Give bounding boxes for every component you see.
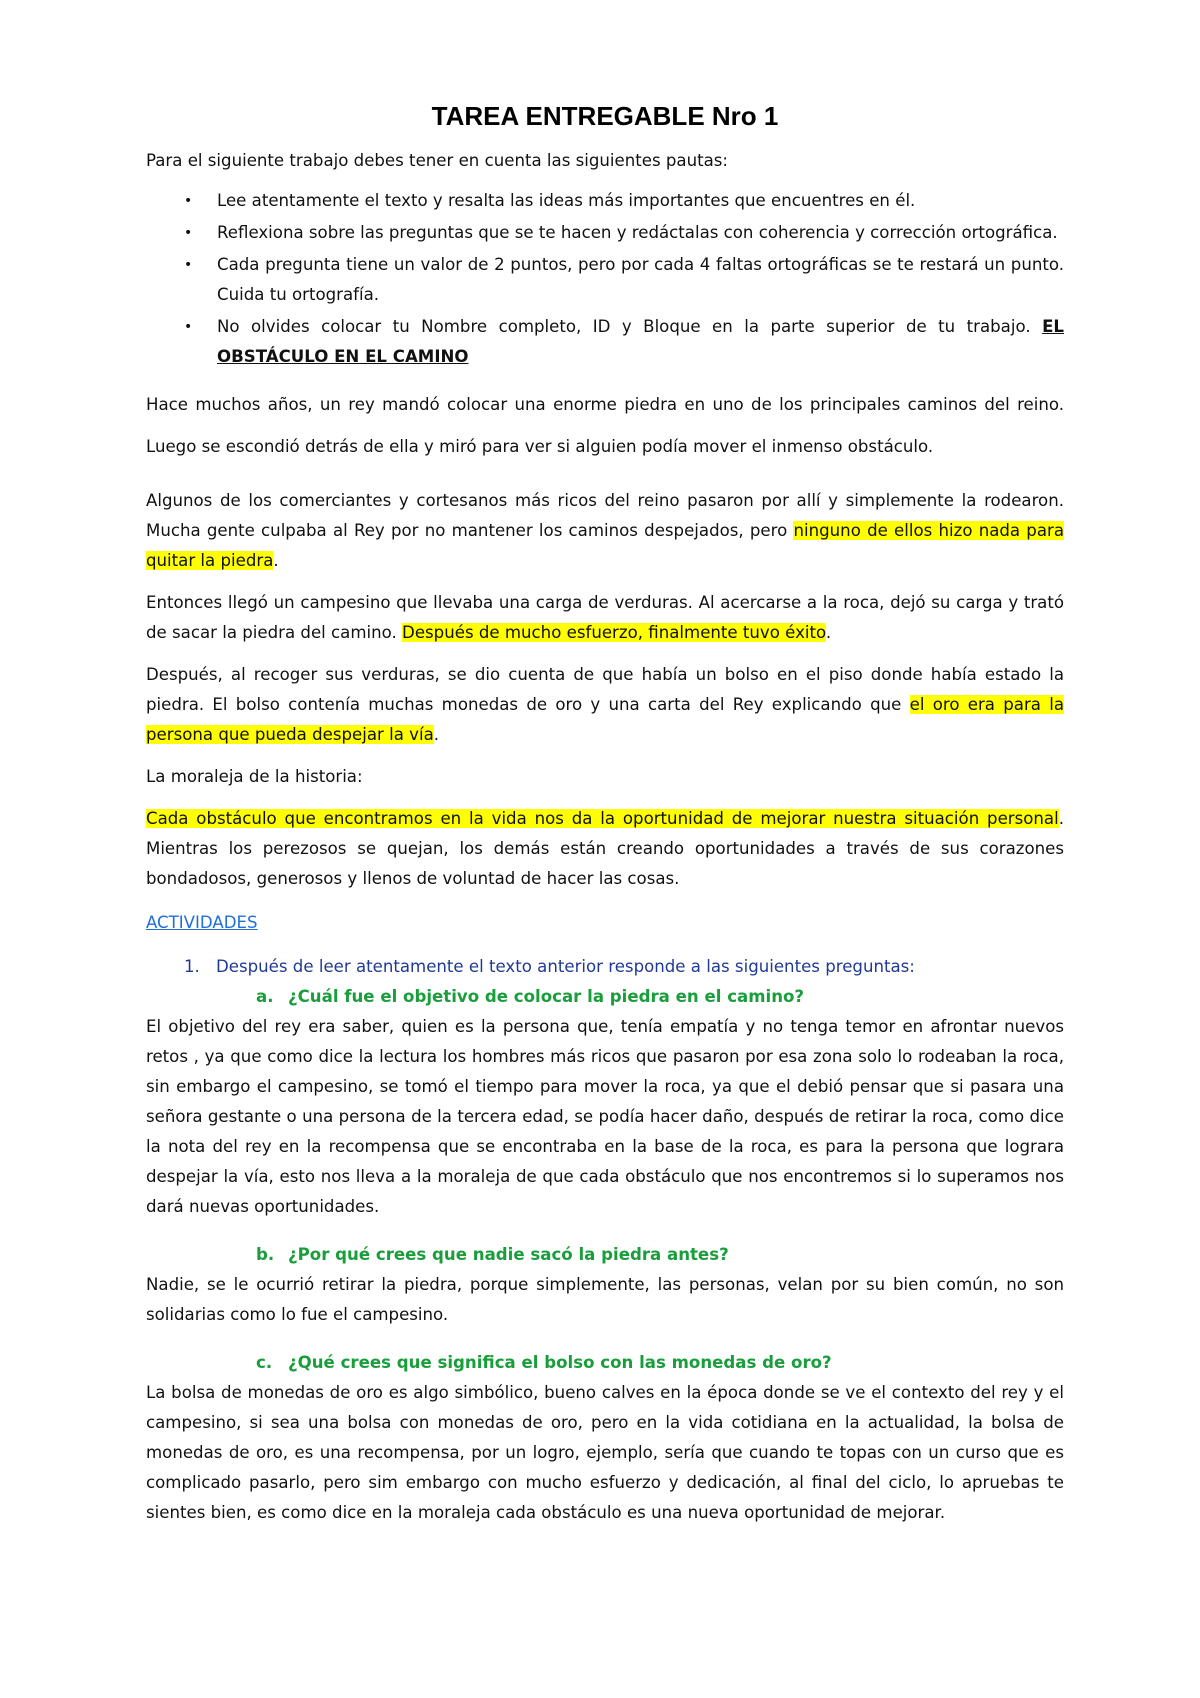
answer-b: Nadie, se le ocurrió retirar la piedra, porque simplemente, las personas, velan por su bien común, no son solidarias como lo fue el campesino. (146, 1275, 1064, 1324)
story-text: . (273, 551, 279, 570)
rule-text: Reflexiona sobre las preguntas que se te hacen y redáctalas con coherencia y corrección ortográfica. (217, 223, 1058, 242)
story-text: . Mientras los perezosos se quejan, los demás están creando oportunidades a través de sus corazones bondadosos, generosos y llenos de voluntad de hacer las cosas. (146, 809, 1064, 888)
story-text: . (825, 623, 832, 642)
rule-text: Cada pregunta tiene un valor de 2 puntos, pero por cada 4 faltas ortográficas se te restará un punto. Cuida tu ortografía. (217, 255, 1064, 304)
rule-item (146, 218, 1064, 248)
bullet-icon: • (184, 225, 193, 241)
rules-list (146, 186, 1064, 372)
question-number: 1. (184, 957, 200, 976)
highlighted-text: ninguno de ellos hizo nada para quitar la piedra (146, 521, 1064, 570)
story-title: EL OBSTÁCULO EN EL CAMINO (217, 317, 1064, 366)
rule-item (146, 186, 1064, 216)
highlighted-text: Cada obstáculo que encontramos en la vida nos da la oportunidad de mejorar nuestra situación personal (146, 809, 1059, 828)
rule-text: Lee atentamente el texto y resalta las ideas más importantes que encuentres en él. (217, 191, 916, 210)
document-title: TAREA ENTREGABLE Nro 1 (431, 101, 779, 131)
sub-question-a (146, 982, 1064, 1012)
question-text: ¿Por qué crees que nadie sacó la piedra antes? (288, 1245, 729, 1264)
highlighted-text: Después de mucho esfuerzo, finalmente tuvo éxito (402, 623, 826, 642)
answer-a: El objetivo del rey era saber, quien es la persona que, tenía empatía y no tenga temor en afrontar nuevos retos , ya que como dice la lectura los hombres más ricos que pasaron por esa zona solo lo rodeaban la roca, sin embargo el campesino, se tomó el tiempo para mover la roca, ya que el debió pensar que si pasara una señora gestante o una persona de la tercera edad, se podía hacer daño, después de retirar la roca, como dice la nota del rey en la recompensa que se encontraba en la base de la roca, es para la persona que lograra despejar la vía, esto nos lleva a la moraleja de que cada obstáculo que nos encontremos si lo superamos nos dará nuevas oportunidades. (146, 1017, 1064, 1216)
story-paragraph-1: Hace muchos años, un rey mandó colocar una enorme piedra en uno de los principales caminos del reino. Luego se escondió detrás de ella y miró para ver si alguien podía mover el inmenso obstáculo. (146, 395, 1064, 456)
question-text: ¿Cuál fue el objetivo de colocar la piedra en el camino? (288, 987, 805, 1006)
main-question (146, 952, 1064, 982)
sub-question-c (146, 1348, 1064, 1378)
story-text: Después, al recoger sus verduras, se dio cuenta de que había un bolso en el piso donde había estado la piedra. El bolso contenía muchas monedas de oro y una carta del Rey explicando que (146, 665, 1064, 714)
rule-text: No olvides colocar tu Nombre completo, ID y Bloque en la parte superior de tu trabajo. (217, 317, 1031, 336)
story-paragraph-4 (146, 660, 1064, 750)
moral-label: La moraleja de la historia: (146, 767, 363, 786)
moral-paragraph (146, 804, 1064, 894)
question-letter: b. (256, 1245, 275, 1264)
story-paragraph-2 (146, 486, 1064, 576)
rule-item (146, 250, 1064, 310)
question-text: Después de leer atentamente el texto anterior responde a las siguientes preguntas: (216, 957, 915, 976)
story-text: Entonces llegó un campesino que llevaba una carga de verduras. Al acercarse a la roca, dejó su carga y trató de sacar la piedra del camino. (146, 593, 1064, 642)
bullet-icon: • (184, 319, 193, 335)
bullet-icon: • (184, 257, 193, 273)
highlighted-text: el oro era para la persona que pueda despejar la vía (146, 695, 1065, 744)
story-text: . (433, 725, 440, 744)
intro-text: Para el siguiente trabajo debes tener en cuenta las siguientes pautas: (146, 151, 729, 170)
story-paragraph-3 (146, 588, 1064, 648)
sub-question-b (146, 1240, 1064, 1270)
question-letter: c. (256, 1353, 273, 1372)
activities-heading: ACTIVIDADES (146, 913, 258, 932)
rule-item (146, 312, 1064, 372)
question-letter: a. (256, 987, 274, 1006)
story-text: Algunos de los comerciantes y cortesanos más ricos del reino pasaron por allí y simplemente la rodearon. Mucha gente culpaba al Rey por no mantener los caminos despejados, pero (146, 491, 1064, 540)
answer-c: La bolsa de monedas de oro es algo simbólico, bueno calves en la época donde se ve el contexto del rey y el campesino, si sea una bolsa con monedas de oro, pero en la vida cotidiana en la actualidad, la bolsa de monedas de oro, es una recompensa, por un logro, ejemplo, sería que cuando te topas con un curso que es complicado pasarlo, pero sim embargo con mucho esfuerzo y dedicación, al final del ciclo, lo apruebas te sientes bien, es como dice en la moraleja cada obstáculo es una nueva oportunidad de mejorar. (146, 1383, 1064, 1522)
question-text: ¿Qué crees que significa el bolso con las monedas de oro? (288, 1353, 832, 1372)
bullet-icon: • (184, 193, 193, 209)
